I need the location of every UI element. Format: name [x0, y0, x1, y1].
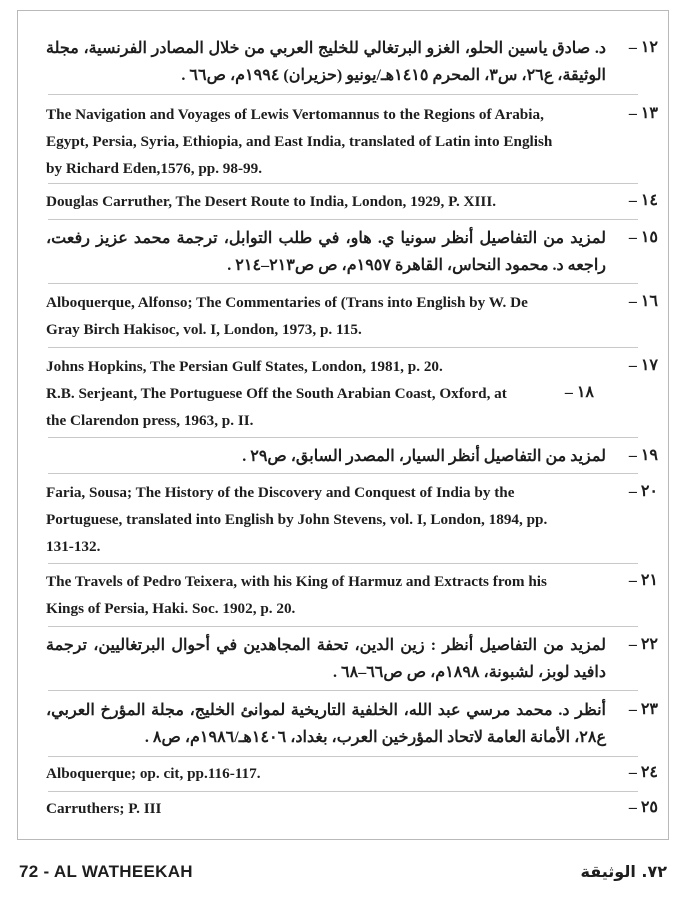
footnote-line: by Richard Eden,1576, pp. 98-99.	[46, 160, 263, 177]
footnote-line: 131-132.	[46, 538, 101, 555]
footnote-13	[18, 101, 668, 186]
footnote-25	[18, 795, 668, 825]
footnote-24	[18, 760, 668, 790]
footnote-text-arabic: د. صادق ياسين الحلو، الغزو البرتغالي للخليج العربي من خلال المصادر الفرنسية، مجلة الوثيقة، ع٢٦، س٣، المحرم ١٤١٥هـ/يونيو (حزيران) ١٩٩٤م، ص٦٦ .	[46, 40, 606, 84]
footnote-22	[18, 632, 668, 690]
divider	[48, 473, 638, 474]
footnote-number: ٢٠ –	[628, 483, 658, 500]
footnote-text-english	[46, 795, 606, 822]
footnote-line: Portuguese, translated into English by John Stevens, vol. I, London, 1894, pp.	[46, 511, 548, 528]
footnote-number: ٢٤ –	[628, 764, 658, 781]
footnote-line: Faria, Sousa; The History of the Discovery and Conquest of India by the	[46, 484, 515, 501]
divider	[48, 347, 638, 348]
footnote-number: ٢٣ –	[628, 701, 658, 718]
footer-page-label: 72 - AL WATHEEKAH	[19, 862, 193, 881]
footnote-number: ١٨ –	[564, 384, 594, 401]
footnote-text-arabic: لمزيد من التفاصيل أنظر : زين الدين، تحفة المجاهدين في أحوال البرتغاليين، ترجمة دافيد لوبز، لشبونة، ١٨٩٨م، ص ص٦٦–٦٨ .	[46, 637, 606, 681]
footnote-line: Carruthers; P. III	[46, 800, 162, 817]
footnote-line: Douglas Carruther, The Desert Route to India, London, 1929, P. XIII.	[46, 193, 497, 210]
footnote-number: ١٣ –	[628, 105, 658, 122]
footnote-line: Egypt, Persia, Syria, Ethiopia, and East India, translated of Latin into English	[46, 133, 553, 150]
footnote-number: ١٤ –	[628, 192, 658, 209]
footnote-line: R.B. Serjeant, The Portuguese Off the South Arabian Coast, Oxford, at	[46, 385, 507, 402]
footnote-text-arabic: لمزيد من التفاصيل أنظر السيار، المصدر السابق، ص٢٩ .	[242, 448, 606, 465]
footnote-number: ١٩ –	[628, 447, 658, 464]
footnote-number: ٢٥ –	[628, 799, 658, 816]
footnote-text-english	[46, 568, 606, 622]
footnote-number: ١٢ –	[628, 39, 658, 56]
footnote-line: Kings of Persia, Haki. Soc. 1902, p. 20.	[46, 600, 296, 617]
footnote-number: ٢٢ –	[628, 636, 658, 653]
footnote-line: the Clarendon press, 1963, p. II.	[46, 412, 254, 429]
footnote-text-english	[46, 760, 606, 787]
divider	[48, 283, 638, 284]
footnote-12	[18, 35, 668, 95]
footnote-line: The Travels of Pedro Teixera, with his King of Harmuz and Extracts from his	[46, 573, 547, 590]
footnote-text-english	[46, 380, 564, 434]
divider	[48, 626, 638, 627]
footer-page-label-arabic: ٧٢. الوثيقة	[580, 862, 667, 881]
divider	[48, 183, 638, 184]
footnote-20	[18, 479, 668, 564]
footnote-number: ١٦ –	[628, 293, 658, 310]
divider	[48, 563, 638, 564]
footnote-line: Alboquerque; op. cit, pp.116-117.	[46, 765, 261, 782]
divider	[48, 791, 638, 792]
footnote-23	[18, 697, 668, 755]
footnote-18	[18, 380, 668, 436]
footnote-16	[18, 289, 668, 347]
page-frame	[17, 10, 669, 840]
footnote-text-english	[46, 188, 606, 215]
divider	[48, 437, 638, 438]
footnote-text-english	[46, 101, 606, 182]
footnote-21	[18, 568, 668, 626]
footnote-number: ١٥ –	[628, 229, 658, 246]
footnote-line: Gray Birch Hakisoc, vol. I, London, 1973, p. 115.	[46, 321, 362, 338]
footnote-text-arabic: لمزيد من التفاصيل أنظر سونيا ي. هاو، في طلب التوابل، ترجمة محمد عزيز رفعت، راجعه د. محمود النحاس، القاهرة ١٩٥٧م، ص ص٢١٣–٢١٤ .	[46, 230, 606, 274]
divider	[48, 219, 638, 220]
footnote-line: The Navigation and Voyages of Lewis Vertomannus to the Regions of Arabia,	[46, 106, 544, 123]
footnote-number: ٢١ –	[628, 572, 658, 589]
footnote-text-english	[46, 289, 606, 343]
divider	[48, 690, 638, 691]
footnote-text-arabic: أنظر د. محمد مرسي عبد الله، الخلفية التاريخية لموانئ الخليج، مجلة المؤرخ العربي، ع٢٨، الأمانة العامة لاتحاد المؤرخين العرب، بغداد، ١٤٠٦هـ/١٩٨٦م، ص٨ .	[46, 702, 606, 746]
footnote-number: ١٧ –	[628, 357, 658, 374]
divider	[48, 94, 638, 95]
footnote-19	[18, 443, 668, 473]
footnote-17	[18, 353, 668, 381]
divider	[48, 756, 638, 757]
footnote-15	[18, 225, 668, 283]
footnote-line: Johns Hopkins, The Persian Gulf States, London, 1981, p. 20.	[46, 358, 443, 375]
footnote-text-english	[46, 353, 606, 380]
footnote-line: Alboquerque, Alfonso; The Commentaries of (Trans into English by W. De	[46, 294, 528, 311]
footnote-14	[18, 188, 668, 218]
footnote-text-english	[46, 479, 606, 560]
